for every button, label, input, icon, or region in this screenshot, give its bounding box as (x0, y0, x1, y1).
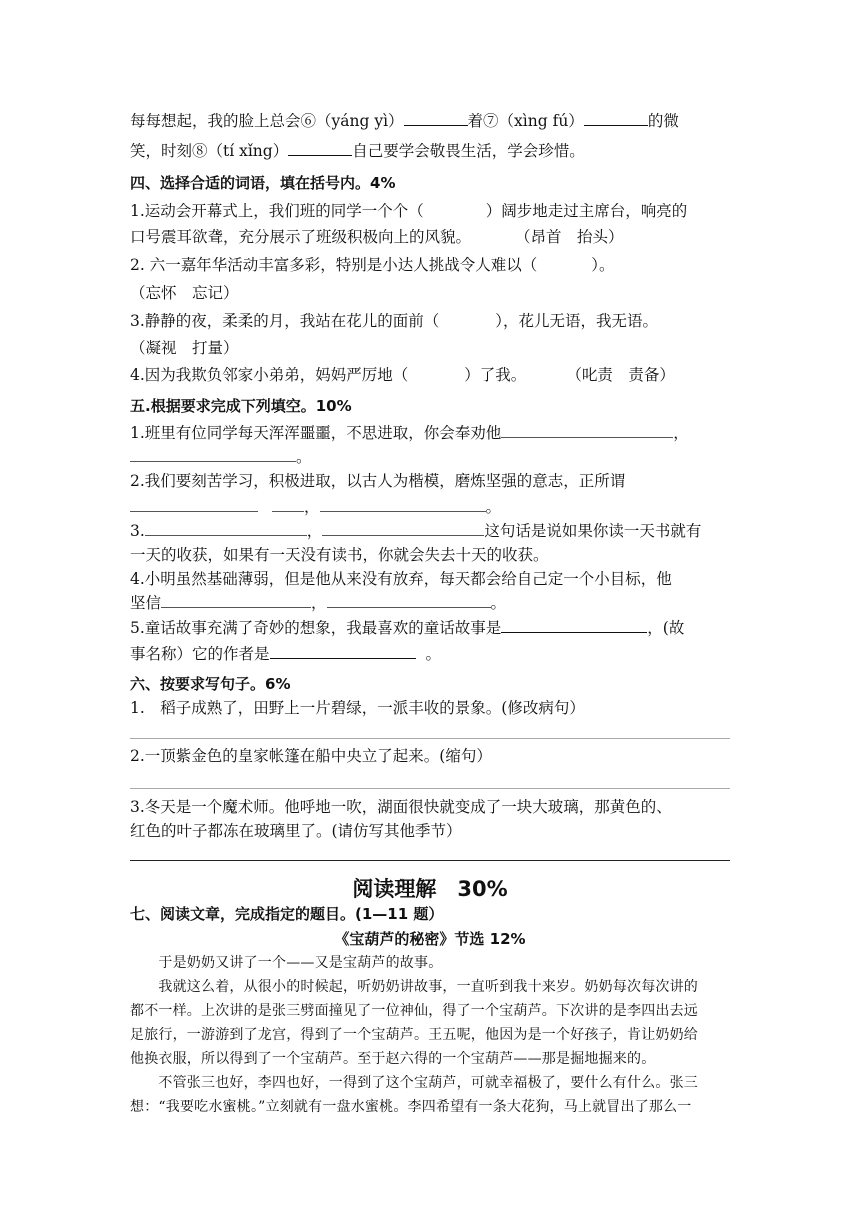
pinyin-line-1 (130, 110, 679, 132)
answer-blank[interactable] (130, 447, 296, 462)
passage-line: 都不一样。上次讲的是张三劈面撞见了一位神仙，得了一个宝葫芦。下次讲的是李四出去远 (130, 1003, 698, 1019)
text: ）阔步地走过主席台，响亮的 (485, 202, 688, 220)
answer-blank[interactable] (584, 111, 648, 126)
section-7-heading: 七、阅读文章，完成指定的题目。(1—11 题） (130, 905, 444, 923)
text: 每每想起，我的脸上总会⑥（yáng yì） (130, 112, 404, 130)
q5-3-line-2: 一天的收获，如果有一天没有读书，你就会失去十天的收获。 (130, 546, 549, 564)
text: ，(故 (647, 619, 685, 637)
text: 。 (485, 498, 502, 516)
q6-2: 2.一顶紫金色的皇家帐篷在船中央立了起来。(缩句） (130, 747, 492, 765)
q5-4-line-1: 4.小明虽然基础薄弱，但是他从来没有放弃，每天都会给自己定一个小目标，他 (130, 570, 672, 588)
word-options: （叱责 责备） (566, 366, 675, 384)
q4-1-line-1 (130, 200, 687, 222)
q6-3-line-2: 红色的叶子都冻在玻璃里了。(请仿写其他季节） (130, 822, 462, 840)
reading-section-title: 阅读理解 30% (352, 877, 508, 901)
q4-3-options: （凝视 打量） (130, 339, 239, 357)
answer-line[interactable] (130, 788, 730, 789)
text: 5.童话故事充满了奇妙的想象，我最喜欢的童话故事是 (130, 619, 502, 637)
q5-1-line-2 (130, 446, 312, 468)
passage-paragraph: 于是奶奶又讲了一个——又是宝葫芦的故事。 (130, 955, 443, 971)
text: 的微 (647, 112, 679, 130)
word-options: （昂首 抬头） (515, 228, 624, 246)
text: 口号震耳欲聋，充分展示了班级积极向上的风貌。 (130, 228, 472, 246)
text: ），花儿无语，我无语。 (495, 312, 659, 330)
section-6-heading: 六、按要求写句子。6% (130, 675, 291, 693)
q5-1-line-1 (130, 422, 689, 444)
q5-4-line-2 (130, 592, 506, 614)
section-divider (130, 860, 730, 861)
answer-blank[interactable] (327, 593, 491, 608)
section-5-heading: 五.根据要求完成下列填空。10% (130, 397, 352, 415)
q5-3-line-1 (130, 520, 701, 542)
text: 坚信 (130, 594, 162, 612)
text: 事名称）它的作者是 (130, 645, 270, 663)
text: 3. (130, 522, 145, 540)
text: ， (304, 498, 320, 516)
text: 3.静静的夜，柔柔的月，我站在花儿的面前（ (130, 312, 440, 330)
pinyin-line-2 (130, 140, 585, 162)
answer-blank[interactable] (320, 497, 486, 512)
text: 自己要学会敬畏生活，学会珍惜。 (352, 142, 585, 160)
answer-blank[interactable] (501, 423, 673, 438)
text: ， (311, 594, 327, 612)
answer-blank[interactable] (130, 497, 258, 512)
passage-line: 想：“我要吃水蜜桃。”立刻就有一盘水蜜桃。李四希望有一条大花狗，马上就冒出了那么一 (130, 1099, 692, 1115)
text: ）。 (591, 256, 615, 274)
q4-1-line-2 (130, 226, 624, 248)
answer-blank[interactable] (161, 593, 311, 608)
text: 着⑦（xìng fú） (467, 112, 584, 130)
q6-3-line-1: 3.冬天是一个魔术师。他呼地一吹，湖面很快就变成了一块大玻璃，那黄色的、 (130, 798, 672, 816)
passage-line: 足旅行，一游游到了龙宫，得到了一个宝葫芦。王五呢，他因为是一个好孩子，肯让奶奶给 (130, 1027, 698, 1043)
answer-blank[interactable] (145, 521, 307, 536)
text: 1.运动会开幕式上，我们班的同学一个个（ (130, 202, 424, 220)
q4-2-line-1 (130, 254, 614, 276)
text: 1.班里有位同学每天浑浑噩噩，不思进取，你会奉劝他 (130, 424, 502, 442)
q5-2-line-1: 2.我们要刻苦学习，积极进取，以古人为楷模，磨炼坚强的意志，正所谓 (130, 472, 626, 490)
text: 4.因为我欺负邻家小弟弟，妈妈严厉地（ (130, 366, 409, 384)
answer-blank[interactable] (501, 618, 647, 633)
answer-blank[interactable] (270, 644, 416, 659)
text: ， (306, 522, 323, 540)
text: ）了我。 (464, 366, 527, 384)
answer-line[interactable] (130, 738, 730, 739)
passage-line: 他换衣服，所以得到了一个宝葫芦。至于赵六得的一个宝葫芦——那是掘地掘来的。 (130, 1051, 656, 1067)
text: 2. 六一嘉年华活动丰富多彩，特别是小达人挑战令人难以（ (130, 256, 538, 274)
answer-blank[interactable] (404, 111, 468, 126)
answer-blank[interactable] (322, 521, 484, 536)
q4-2-options: （忘怀 忘记） (130, 284, 239, 302)
answer-blank[interactable] (288, 141, 352, 156)
text: ， (673, 424, 689, 442)
passage-title: 《宝葫芦的秘密》节选 12% (334, 930, 526, 948)
passage-line: 我就这么着，从很小的时候起，听奶奶讲故事，一直听到我十来岁。奶奶每次每次讲的 (130, 979, 698, 995)
q6-1: 1. 稻子成熟了，田野上一片碧绿，一派丰收的景象。(修改病句） (130, 699, 585, 717)
text: 。 (425, 645, 442, 663)
q4-3-line-1 (130, 310, 658, 332)
passage-line: 不管张三也好，李四也好，一得到了这个宝葫芦，可就幸福极了，要什么有什么。张三 (130, 1075, 698, 1091)
q5-2-line-2 (130, 496, 501, 518)
text: 。 (296, 448, 312, 466)
q4-4-line (130, 364, 675, 386)
q5-5-line-2 (130, 643, 441, 665)
answer-blank[interactable] (272, 497, 304, 512)
section-4-heading: 四、选择合适的词语，填在括号内。4% (130, 174, 396, 192)
q5-5-line-1 (130, 617, 684, 639)
text: 。 (490, 594, 507, 612)
text: 这句话是说如果你读一天书就有 (484, 522, 702, 540)
text: 笑，时刻⑧（tí xǐng） (130, 142, 289, 160)
